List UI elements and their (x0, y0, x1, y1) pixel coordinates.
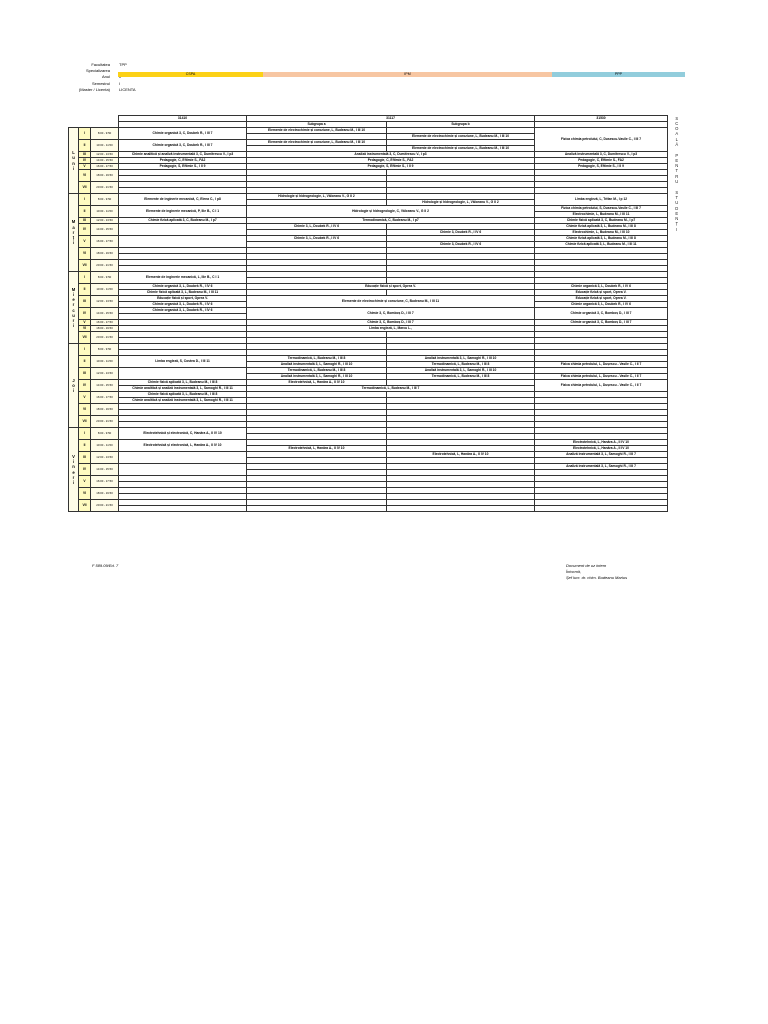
group-label: 31117 (247, 116, 535, 122)
class-cell: Elemente de inginerie mecanică, C, Elena C., I p8 (119, 194, 247, 206)
class-cell: Termodinamică, L, Budeanu M., I III 8 (387, 374, 535, 380)
class-cell: Chimie organică 3, C, Bomboș D., I III 7 (535, 308, 668, 320)
footer-note: Document de uz intern (566, 563, 607, 568)
class-cell: Electrochimie, L, Budeanu M., I III 10 (535, 230, 668, 236)
class-cell: Hidrologie și hidrogeologie, L, Vălceanu V., G II 2 (387, 200, 535, 206)
class-cell: Electrotehnică, L, Hanăra A., II IV 10 (387, 452, 535, 458)
form-code: F 589.09/Ed. 7 (92, 563, 119, 568)
class-cell: Educație fizică și sport, Oprea V. (535, 296, 668, 302)
class-cell: Chimie analitică și analiză instrumentală 3, C, Dumitrescu V., I p3 (119, 152, 247, 158)
class-cell: Chimie 3, C, Bomboș D., I III 7 (247, 320, 535, 326)
header-label: Anul (101, 74, 110, 80)
class-cell: Electrotehnică, L, Hanăra A., II IV 10 (535, 440, 668, 446)
class-cell: Analiză instrumentală 3, L, Samoghi R., I III 7 (535, 464, 668, 470)
hour-slot: 18:00 - 19:50 (91, 488, 119, 500)
class-cell: Chimie fizică aplicată 3, L, Budeanu M., I III 8 (535, 224, 668, 230)
class-cell: Chimie fizică aplicată 3, L, Budeanu M., I III 8 (119, 392, 247, 398)
hour-slot: 16:00 - 17:50 (91, 476, 119, 488)
class-cell: Chimie organică 3, L, Doubek R., I IV 6 (119, 302, 247, 308)
hour-slot: 16:00 - 17:50 (91, 164, 119, 170)
class-cell: Elemente de inginerie mecanică, P, Ilie B., C I 1 (119, 206, 247, 218)
hour-slot: 20:00 - 21:50 (91, 260, 119, 272)
hour-slot: 8:00 - 9:50 (91, 194, 119, 206)
side-note: S C O A L Ă P E N T R U S T U D E N Ț I (675, 115, 679, 232)
hour-slot: 10:00 - 11:50 (91, 284, 119, 296)
subgroup-label: Subgrupa b (387, 122, 535, 128)
hour-slot: 10:00 - 11:50 (91, 140, 119, 152)
class-cell: Termodinamică, L, Budeanu M., I III 8 (387, 362, 535, 368)
class-cell: Chimie 3, C, Bomboș D., I III 7 (247, 308, 535, 320)
class-cell: Analiză instrumentală 3, L, Samoghi R., I III 10 (387, 368, 535, 374)
hour-slot: 20:00 - 21:50 (91, 332, 119, 344)
class-cell: Chimie fizică aplicată 3, L, Budeanu M., I III 11 (119, 290, 247, 296)
hour-slot: 14:00 - 15:50 (91, 308, 119, 320)
class-cell: Chimie 3, Doubek R., I IV 6 (387, 242, 535, 248)
specialization-band-ipm: IPM (263, 72, 552, 77)
class-cell: Chimie analitică și analiză instrumentală 3, L, Samoghi R., I III 11 (119, 386, 247, 392)
class-cell: Chimie organică 3, C, Doubek R., I III 7 (119, 140, 247, 152)
group-label: 31410 (119, 116, 247, 122)
hour-slot: 12:00 - 13:50 (91, 296, 119, 308)
class-cell: Chimie fizică aplicată 3, C, Budeanu M., I p7 (119, 218, 247, 224)
day-label: J o i (69, 344, 79, 428)
class-cell: Elemente de electrochimie și coroziune, L, Budeanu M., I III 10 (247, 128, 387, 134)
class-cell: Termodinamică, C, Budeanu M., I p7 (247, 218, 535, 224)
class-cell: Analiză instrumentală 3, L, Samoghi R., I III 7 (535, 452, 668, 458)
hour-slot: 14:00 - 15:50 (91, 464, 119, 476)
class-cell: Analiză instrumentală 3, L, Samoghi R., I III 10 (247, 374, 387, 380)
hour-slot: 12:00 - 13:50 (91, 218, 119, 224)
class-cell: Limba engleză, L, Marcu L., (247, 326, 535, 332)
class-cell: Pedagogie, C, Eftimie S., FA2 (119, 158, 247, 164)
class-cell: Termodinamică, L, Budeanu M., I III 8 (247, 356, 387, 362)
class-cell: Pedagogie, S, Eftimie S., I II 9 (247, 164, 535, 170)
hour-slot: 18:00 - 19:50 (91, 326, 119, 332)
class-cell: Elemente de electrochimie și coroziune, L, Budeanu M., I III 10 (387, 134, 535, 140)
specialization-band-ppp: PPP (552, 72, 685, 77)
class-cell: Analiză instrumentală 3, L, Samoghi R., I III 10 (387, 356, 535, 362)
hour-slot: 18:00 - 19:50 (91, 170, 119, 182)
class-cell: Analiză instrumentală 3, C, Dumitrescu V., I p3 (535, 152, 668, 158)
class-cell: Fizica chimia petrolului, L, Dușescu - Vasile C., I II 7 (535, 380, 668, 392)
hour-slot: 10:00 - 11:50 (91, 440, 119, 452)
hour-slot: 12:00 - 13:50 (91, 152, 119, 158)
class-cell: Elemente de inginerie mecanică, L, Ilie B., C I 1 (119, 272, 247, 284)
class-cell: Pedagogie, C, Eftimie S., FA2 (247, 158, 535, 164)
class-cell: Chimie organică 3, L, Doubek R., I IV 6 (535, 302, 668, 308)
class-cell: Analiză instrumentală 3, L, Samoghi R., I III 10 (247, 362, 387, 368)
class-cell: Chimie organică 3, L, Doubek R., I IV 6 (119, 308, 247, 314)
timetable: 31410 31117 31530 S C O A L Ă P E N T R U S T U D E N Ț I Subgrupa a Subgrupa b L u n i I 8:00 - 9:50 Chimie organică 3, C, Doubek R., I III 7 Elemente de electrochimie și coroziune, L, Budeanu M., I III 10 Fizica chimia petrolului, C, Dusescu-Vasile C., I III 7 Elemente de electrochimie și coroziune, L, Budeanu M., I III 10 II 10:00 - 11:50 Chimie organică 3, C, Doubek R., I III 7 Elemente de electrochimie și coroziune, L, Budeanu M., I III 10 Elemente de electrochimie și coroziune, L, Budeanu M., I III 10 III 12:00 - 13:50 Chimie analitică și analiză instrumentală 3, C, Dumitrescu V., I p3 Analiză instrumentală 3, C, Dumitrescu V., I p3 Analiză instrumentală 3, C, Dumitrescu V., I p3 IV 14:00 - 15:50 Pedagogie, C, Eftimie S., FA2 Pedagogie, C, Eftimie S., FA2 Pedagogie, C, Eftimie S., FA2 V 16:00 - 17:50 Pedagogie, S, Eftimie S., I II 9 Pedagogie, S, Eftimie S., I II 9 Pedagogie, S, Eftimie S., I II 9 VI 18:00 - 19:50 VII 20:00 - 21:50 M a r ț i I 8:00 - 9:50 Elemente de inginerie mecanică, C, Elena C., I p8 Hidrologie și hidrogeologie, L, Vălceanu V., G II 2 Limba engleză, L, Trifan M., I p 12 Hidrologie și hidrogeologie, L, Vălceanu V., G II 2 II 10:00 - 11:50 Elemente de inginerie mecanică, P, Ilie B., C I 1 Hidrologie și hidrogeologie, C, Vălceanu V., G II 2 Fizica chimia petrolului, S, Dusescu-Vasile C., I III 7 Electrochimie, L, Budeanu M., I III 11 III 12:00 - 13:50 Chimie fizică aplicată 3, C, Budeanu M., I p7 Termodinamică, C, Budeanu M., I p7 Chimie fizică aplicată 3, C, Budeanu M., I p7 IV 14:00 - 15:50 Chimie 3, L, Doubek R., I IV 6 Chimie fizică aplicată 3, L, Budeanu M., I III 8 Chimie 3, Doubek R., I IV 6 Electrochimie, L, Budeanu M., I III 10 V 16:00 - 17:50 Chimie 3, L, Doubek R., I IV 6 Chimie fizică aplicată 3, L, Budeanu M., I III 8 Chimie 3, Doubek R., I IV 6 Chimie fizică aplicată 3, L, Budeanu M., I III 11 VI 18:00 - 19:50 VII 20:00 - 21:50 M i e r c u r i I 8:00 - 9:50 Elemente de inginerie mecanică, L, Ilie B., C I 1 II 10:00 - 11:50 Chimie organică 3, L, Doubek R., I IV 6 Educație fizică și sport, Oprea V. Chimie organică 3, L, Doubek R., I IV 6 Chimie fizică aplicată 3, L, Budeanu M., I III 11 Educație fizică și sport, Oprea V. III 12:00 - 13:50 Educație fizică și sport, Oprea V. Elemente de electrochimie și coroziune, C, Budeanu M., I III 11 Educație fizică și sport, Oprea V. Chimie organică 3, L, Doubek R., I IV 6 Chimie organică 3, L, Doubek R., I IV 6 IV 14:00 - 15:50 Chimie organică 3, L, Doubek R., I IV 6 Chimie 3, C, Bomboș D., I III 7 Chimie organică 3, C, Bomboș D., I III 7 V 16:00 - 17:50 Chimie 3, C, Bomboș D., I III 7 Chimie organică 3, C, Bomboș D., I III 7 VI 18:00 - 19:50 Limba engleză, L, Marcu L., VII 20:00 - 21:50 J o i I 8:00 - 9:50 II 10:00 - 11:50 Limba engleză, S, Costea D., I III 11 Termodinamică, L, Budeanu M., I III 8 Analiză instrumentală 3, L, Samoghi R., I III 10 Analiză instrumentală 3, L, Samoghi R., I III 10 Termodinamică, L, Budeanu M., I III 8 Fizica chimia petrolului, L, Dușescu - Vasile C., I II 7 III 12:00 - 13:50 Termodinamică, L, Budeanu M., I III 8 Analiză instrumentală 3, L, Samoghi R., I III 10 Analiză instrumentală 3, L, Samoghi R., I III 10 Termodinamică, L, Budeanu M., I III 8 Fizica chimia petrolului, L, Dușescu - Vasile C., I II 7 IV 14:00 - 15:50 Chimie fizică aplicată 3, L, Budeanu M., I III 8 Electrotehnică, L, Hanăra A., II IV 10 Fizica chimia petrolului, L, Dușescu - Vasile C., I II 7 Chimie analitică și analiză instrumentală 3, L, Samoghi R., I III 11 Termodinamică, L, Budeanu M., I III 7 V 16:00 - 17:50 Chimie fizică aplicată 3, L, Budeanu M., I III 8 Chimie analitică și analiză instrumentală 3, L, Samoghi R., I III 11 VI 18:00 - 19:50 VII 20:00 - 21:50 V i n e r i I 8:00 - 9:50 Electrotehnică și electronică, C, Hanăra A., II IV 10 II 10:00 - 11:50 Electrotehnică și electronică, L, Hanăra A., II IV 10 Electrotehnică, L, Hanăra A., II IV 10 Electrotehnică, L, Hanăra A., II IV 10 Electrotehnică, L, Hanăra A., II IV 10 III 12:00 - 13:50 Electrotehnică, L, Hanăra A., II IV 10 Analiză instrumentală 3, L, Samoghi R., I III 7 IV 14:00 - 15:50 Analiză instrumentală 3, L, Samoghi R., I III 7 V 16:00 - 17:50 VI 18:00 - 19:50 VII 20:00 - 21:50 (68, 115, 686, 512)
class-cell: Chimie fizică aplicată 3, L, Budeanu M., I III 8 (119, 380, 247, 386)
class-cell: Chimie 3, Doubek R., I IV 6 (387, 230, 535, 236)
specialization-band-cspa: CSPA (118, 72, 263, 77)
hour-slot: 18:00 - 19:50 (91, 404, 119, 416)
class-cell: Fizica chimia petrolului, L, Dușescu - Vasile C., I II 7 (535, 374, 668, 380)
class-cell: Electrotehnică și electronică, L, Hanăra A., II IV 10 (119, 440, 247, 452)
hour-slot: 8:00 - 9:50 (91, 428, 119, 440)
class-cell: Analiză instrumentală 3, C, Dumitrescu V., I p3 (247, 152, 535, 158)
class-cell: Chimie fizică aplicată 3, L, Budeanu M., I III 11 (535, 242, 668, 248)
class-cell: Hidrologie și hidrogeologie, L, Vălceanu V., G II 2 (247, 194, 387, 200)
class-cell: Hidrologie și hidrogeologie, C, Vălceanu V., G II 2 (247, 206, 535, 218)
class-cell: Electrotehnică, L, Hanăra A., II IV 10 (247, 380, 387, 386)
class-cell: Fizica chimia petrolului, L, Dușescu - Vasile C., I II 7 (535, 362, 668, 368)
class-cell: Chimie analitică și analiză instrumentală 3, L, Samoghi R., I III 11 (119, 398, 247, 404)
class-cell: Chimie organică 3, C, Doubek R., I III 7 (119, 128, 247, 140)
header-value: LICENTA (119, 86, 136, 92)
class-cell: Termodinamică, L, Budeanu M., I III 8 (247, 368, 387, 374)
class-cell: Electrotehnică și electronică, C, Hanăra A., II IV 10 (119, 428, 247, 440)
class-cell: Electrochimie, L, Budeanu M., I III 11 (535, 212, 668, 218)
hour-slot: 10:00 - 11:50 (91, 356, 119, 368)
table-row: L u n i I 8:00 - 9:50 Chimie organică 3, C, Doubek R., I III 7 Elemente de electrochimie și coroziune, L, Budeanu M., I III 10 Fizica chimia petrolului, C, Dusescu-Vasile C., I III 7 (69, 128, 686, 134)
class-cell: Electrotehnică, L, Hanăra A., II IV 10 (247, 446, 387, 452)
class-cell: Elemente de electrochimie și coroziune, L, Budeanu M., I III 10 (247, 140, 387, 146)
hour-slot: 14:00 - 15:50 (91, 224, 119, 236)
subgroup-label: Subgrupa a (247, 122, 387, 128)
class-cell: Chimie organică 3, L, Doubek R., I IV 6 (119, 284, 247, 290)
hour-slot: 20:00 - 21:50 (91, 182, 119, 194)
class-cell: Chimie organică 3, C, Bomboș D., I III 7 (535, 320, 668, 326)
header-label: Facultatea (91, 62, 110, 67)
hour-slot: 10:00 - 11:50 (91, 206, 119, 218)
hour-slot: 8:00 - 9:50 (91, 128, 119, 140)
hour-slot: 16:00 - 17:50 (91, 236, 119, 248)
day-label: M i e r c u r i (69, 272, 79, 344)
class-cell: Elemente de electrochimie și coroziune, L, Budeanu M., I III 10 (387, 146, 535, 152)
header-label: Specializarea (85, 68, 110, 74)
hour-slot: 8:00 - 9:50 (91, 272, 119, 284)
class-cell: Educație fizică și sport, Oprea V. (247, 284, 535, 290)
footer-signature: Șef lucr. dr. chim. Budeanu Marius (566, 575, 628, 580)
class-cell: Fizica chimia petrolului, S, Dusescu-Vasile C., I III 7 (535, 206, 668, 212)
class-cell: Chimie fizică aplicată 3, L, Budeanu M., I III 8 (535, 236, 668, 242)
class-cell: Electrotehnică, L, Hanăra A., II IV 10 (535, 446, 668, 452)
day-label: L u n i (69, 128, 79, 194)
class-cell: Fizica chimia petrolului, C, Dusescu-Vasile C., I III 7 (535, 128, 668, 152)
hour-slot: 16:00 - 17:50 (91, 320, 119, 326)
header-value: TPP (119, 62, 127, 67)
class-cell: Chimie fizică aplicată 3, C, Budeanu M., I p7 (535, 218, 668, 224)
hour-slot: 20:00 - 21:50 (91, 416, 119, 428)
day-label: V i n e r i (69, 428, 79, 512)
class-cell: Chimie organică 3, L, Doubek R., I IV 6 (535, 284, 668, 290)
class-cell: Chimie 3, L, Doubek R., I IV 6 (247, 236, 387, 242)
class-cell: Educație fizică și sport, Oprea V. (119, 296, 247, 302)
hour-slot: 14:00 - 15:50 (91, 158, 119, 164)
header-label: Semestrul (91, 80, 110, 86)
class-cell: Educație fizică și sport, Oprea V. (535, 290, 668, 296)
class-cell: Elemente de electrochimie și coroziune, C, Budeanu M., I III 11 (247, 296, 535, 308)
class-cell: Pedagogie, C, Eftimie S., FA2 (535, 158, 668, 164)
hour-slot: 8:00 - 9:50 (91, 344, 119, 356)
class-cell: Limba engleză, L, Trifan M., I p 12 (535, 194, 668, 206)
class-cell: Limba engleză, S, Costea D., I III 11 (119, 356, 247, 368)
hour-slot: 12:00 - 13:50 (91, 452, 119, 464)
class-cell: Termodinamică, L, Budeanu M., I III 7 (247, 386, 535, 392)
hour-slot: 20:00 - 21:50 (91, 500, 119, 512)
hour-slot: 18:00 - 19:50 (91, 248, 119, 260)
class-cell: Pedagogie, S, Eftimie S., I II 9 (119, 164, 247, 170)
class-cell: Chimie 3, L, Doubek R., I IV 6 (247, 224, 387, 230)
header-value: I (119, 80, 121, 86)
class-cell: Pedagogie, S, Eftimie S., I II 9 (535, 164, 668, 170)
hour-slot: 12:00 - 13:50 (91, 368, 119, 380)
header-block (0, 62, 768, 93)
group-label: 31530 (535, 116, 668, 122)
hour-slot: 16:00 - 17:50 (91, 392, 119, 404)
day-label: M a r ț i (69, 194, 79, 272)
footer-note: Întocmit, (566, 569, 582, 574)
header-label: (Master / Licenta) (78, 86, 110, 92)
hour-slot: 14:00 - 15:50 (91, 380, 119, 392)
